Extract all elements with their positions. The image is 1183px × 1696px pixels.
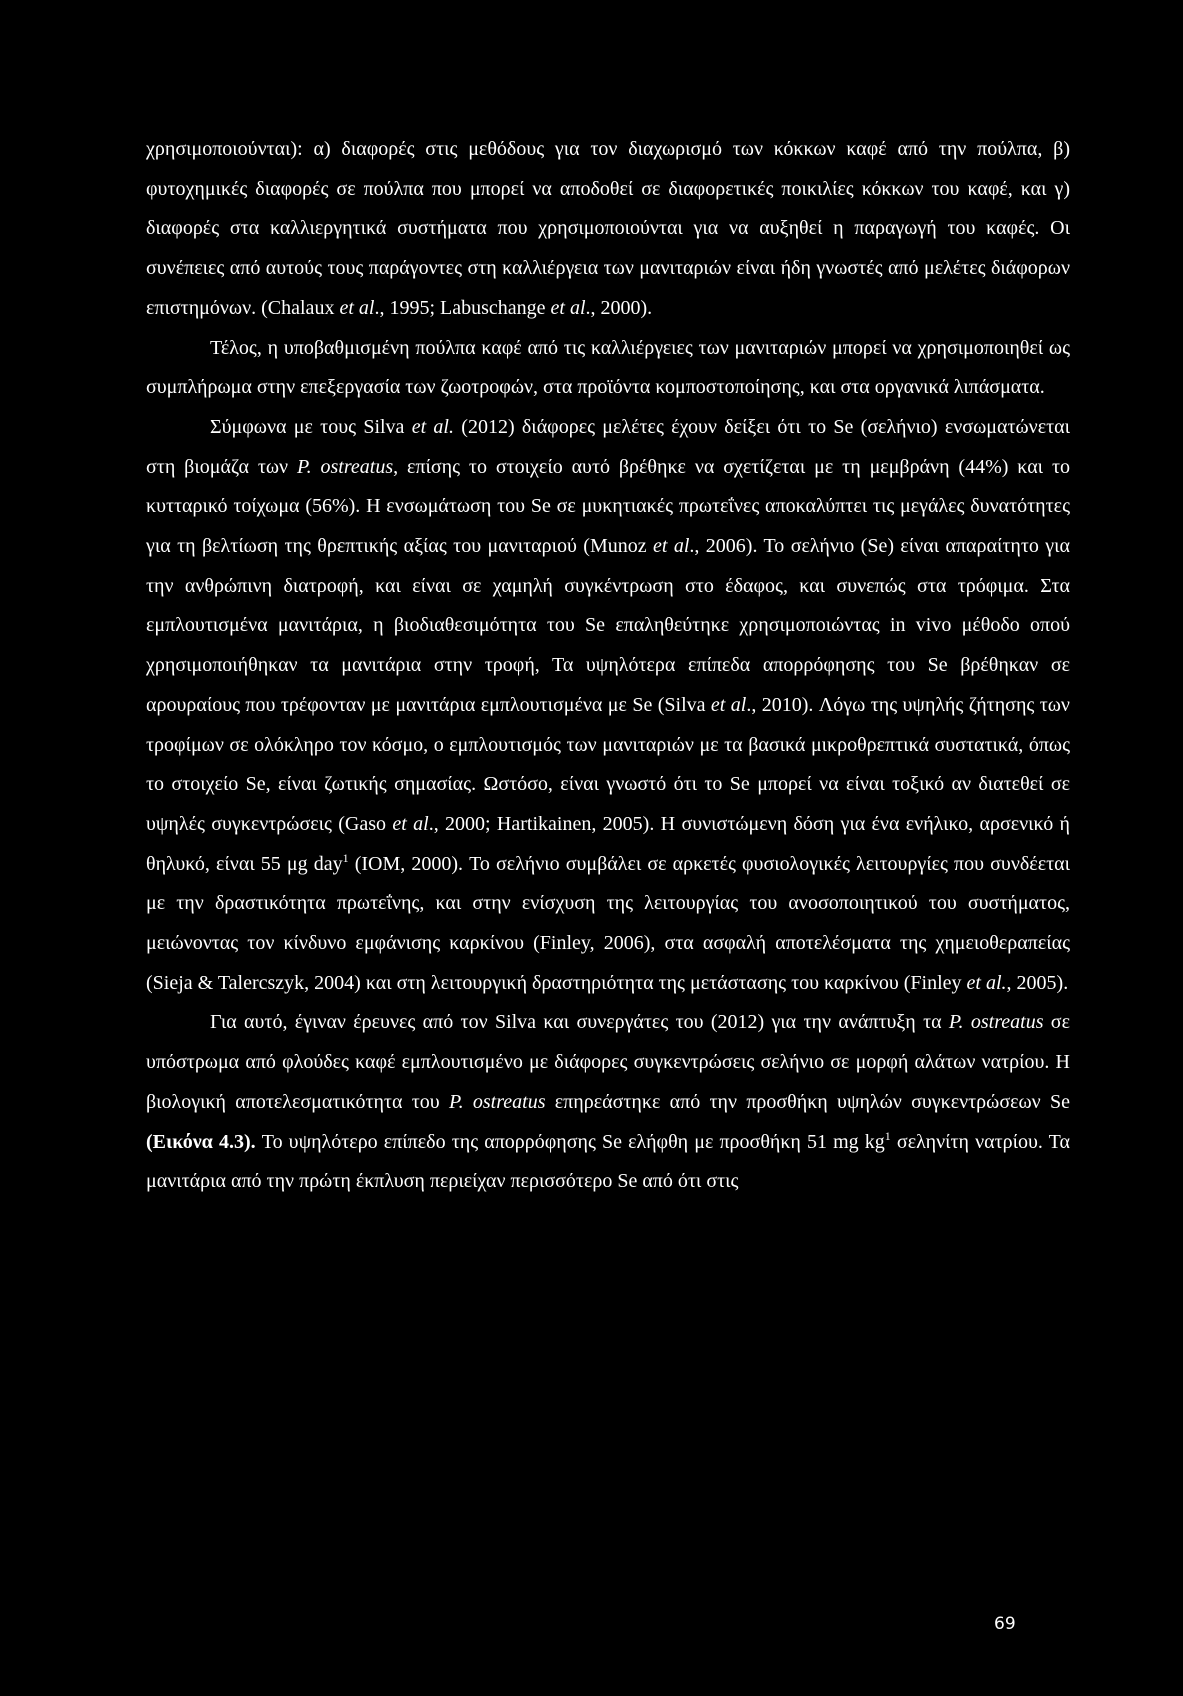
document-body <box>146 130 1070 1202</box>
paragraph-2 <box>146 329 1070 408</box>
text-run: Για αυτό, έγιναν έρευνες από τον Silva και συνεργάτες του (2012) για την ανάπτυξη τα <box>210 1011 949 1034</box>
italic-run: et al <box>653 535 690 558</box>
italic-run: et al <box>339 296 375 319</box>
text-run: ., 2000; Hartikainen, 2005). Η συνιστώμενη δόση για ένα ενήλικο, αρσενικό ή θηλυκό, είναι 55 μg day <box>146 812 1070 875</box>
italic-run: P. ostreatus <box>948 1011 1044 1034</box>
paragraph-4 <box>146 1003 1070 1202</box>
text-run: ., 1995; Labuschange <box>374 296 551 319</box>
italic-run: P. ostreatus <box>448 1090 546 1113</box>
italic-run: et al. <box>966 971 1007 994</box>
superscript: 1 <box>342 850 349 865</box>
italic-run: et al <box>550 296 586 319</box>
paragraph-3 <box>146 408 1070 1004</box>
text-run: ., 2010). Λόγω της υψηλής ζήτησης των τροφίμων σε ολόκληρο τον κόσμο, ο εμπλουτισμός των μανιταριών με τα βασικά μικροθρεπτικά συστατικά, όπως το στοιχείο Se, είναι ζωτικής σημασίας. Ωστόσο, είναι γνωστό ότι το Se μπορεί να είναι τοξικό αν διατεθεί σε υψηλές συγκεντρώσεις (Gaso <box>146 693 1070 835</box>
text-run: ., 2000). <box>585 296 653 319</box>
text-run: Σύμφωνα με τους Silva <box>210 415 412 438</box>
text-run: Το υψηλότερο επίπεδο της απορρόφησης Se ελήφθη με προσθήκη 51 mg kg <box>255 1130 885 1153</box>
text-run: (IOM, 2000). Το σελήνιο συμβάλει σε αρκετές φυσιολογικές λειτουργίες που συνδέεται με την δραστικότητα πρωτεΐνης, και στην ενίσχυση της λειτουργίας του ανοσοποιητικού του συστήματος, μειώνοντας τον κίνδυνο εμφάνισης καρκίνου (Finley, 2006), στα ασφαλή αποτελέσματα της χημειοθεραπείας (Sieja & Talercszyk, 2004) και στη λειτουργική δραστηριότητα της μετάστασης του καρκίνου (Finley <box>146 852 1070 994</box>
text-run: Τέλος, η υποβαθμισμένη πούλπα καφέ από τις καλλιέργειες των μανιταριών μπορεί να χρησιμοποιηθεί ως συμπλήρωμα στην επεξεργασία των ζωοτροφών, στα προϊόντα κομποστοποίησης, και στα οργανικά λιπάσματα. <box>146 336 1070 399</box>
text-run: επηρεάστηκε από την προσθήκη υψηλών συγκεντρώσεων Se <box>545 1090 1071 1113</box>
text-run: ., 2006). Το σελήνιο (Se) είναι απαραίτητο για την ανθρώπινη διατροφή, και είναι σε χαμηλή συγκέντρωση στο έδαφος, και συνεπώς στα τρόφιμα. Στα εμπλουτισμένα μανιτάρια, η βιοδιαθεσιμότητα του Se επαληθεύτηκε χρησιμοποιώντας in vivo μέθοδο οπού χρησιμοποιήθηκαν τα μανιτάρια στην τροφή, Τα υψηλότερα επίπεδα απορρόφησης του Se βρέθηκαν σε αρουραίους που τρέφονταν με μανιτάρια εμπλουτισμένα με Se (Silva <box>146 535 1070 716</box>
text-run: χρησιμοποιούνται): α) διαφορές στις μεθόδους για τον διαχωρισμό των κόκκων καφέ από την πούλπα, β) φυτοχημικές διαφορές σε πούλπα που μπορεί να αποδοθεί σε διαφορετικές ποικιλίες κόκκων του καφέ, και γ) διαφορές στα καλλιεργητικά συστήματα που χρησιμοποιούνται για να αυξηθεί η παραγωγή του καφές. Οι συνέπειες από αυτούς τους παράγοντες στη καλλιέργεια των μανιταριών είναι ήδη γνωστές από μελέτες διάφορων επιστημόνων. (Chalaux <box>146 138 1070 319</box>
figure-reference: (Εικόνα 4.3). <box>146 1130 256 1153</box>
text-run: , επίσης το στοιχείο αυτό βρέθηκε να σχετίζεται με τη μεμβράνη (44%) και το κυτταρικό τοίχωμα (56%). Η ενσωμάτωση του Se σε μυκητιακές πρωτεΐνες αποκαλύπτει τις μεγάλες δυνατότητες για τη βελτίωση της θρεπτικής αξίας του μανιταριού (Munoz <box>146 455 1070 558</box>
text-run: (2012) διάφορες μελέτες έχουν δείξει ότι το Se (σελήνιο) ενσωματώνεται στη βιομάζα των <box>146 415 1070 478</box>
text-run: σε υπόστρωμα από φλούδες καφέ εμπλουτισμένο με διάφορες συγκεντρώσεις σελήνιο σε μορφή αλάτων νατρίου. Η βιολογική αποτελεσματικότητα του <box>146 1011 1070 1113</box>
italic-run: et al <box>710 693 747 716</box>
italic-run: et al <box>392 812 429 835</box>
italic-run: P. ostreatus <box>296 455 394 478</box>
paragraph-1 <box>146 130 1070 329</box>
page-number: 69 <box>994 1614 1016 1634</box>
text-run: , 2005). <box>1006 971 1069 994</box>
text-run: σεληνίτη νατρίου. Τα μανιτάρια από την πρώτη έκπλυση περιείχαν περισσότερο Se από ότι στις <box>146 1130 1070 1193</box>
superscript: 1 <box>884 1128 891 1143</box>
italic-run: et al. <box>411 415 454 438</box>
